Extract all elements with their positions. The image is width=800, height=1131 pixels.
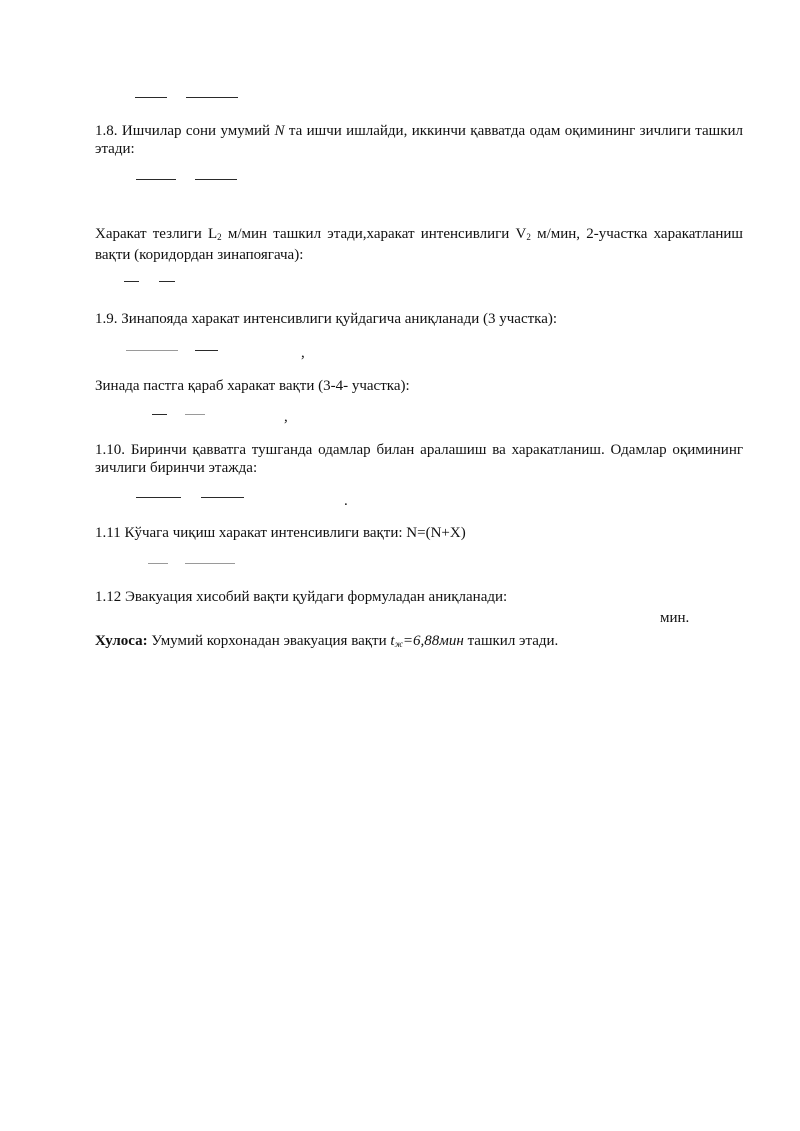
formula-fraction-bar — [195, 179, 237, 180]
paragraph-1-9 — [95, 310, 743, 328]
paragraph-1-10 — [95, 441, 743, 477]
formula-fraction-bar — [136, 179, 176, 180]
variable-n: N — [274, 123, 285, 139]
formula-punctuation: , — [284, 409, 288, 425]
formula-fraction-bar — [159, 281, 175, 282]
formula-fraction-bar — [124, 281, 139, 282]
formula-fraction-bar — [195, 350, 218, 351]
subscript: 2 — [217, 232, 222, 242]
paragraph-1-8 — [95, 122, 743, 158]
formula-fraction-bar — [126, 350, 178, 351]
formula-fraction-bar — [185, 563, 235, 564]
formula-punctuation: . — [344, 493, 348, 509]
text: 1.9. Зинапояда харакат интенсивлиги қуйдагича аниқланади (3 участка): — [95, 311, 558, 327]
text: Умумий корхонадан эвакуация вақти — [147, 633, 391, 649]
formula-fraction-bar — [148, 563, 168, 564]
text: 1.12 Эвакуация хисобий вақти қуйдаги формуладан аниқланади: — [95, 589, 508, 605]
unit-minutes: мин. — [660, 610, 690, 626]
paragraph-1-12 — [95, 588, 743, 606]
text: 1.10. Биринчи қавватга тушганда одамлар билан аралашиш ва харакатланиш. Одамлар оқимининг зичлиги биринчи этажда: — [95, 442, 743, 476]
formula-punctuation: , — [301, 345, 305, 361]
conclusion-label: Хулоса: — [95, 633, 148, 649]
formula-fraction-bar — [186, 97, 238, 98]
text: 1.11 Кўчага чиқиш харакат интенсивлиги вақти: N=(N+X) — [95, 525, 466, 541]
text: 1.8. Ишчилар сони умумий — [95, 123, 275, 139]
formula-fraction-bar — [201, 497, 244, 498]
text: та ишчи ишлайди, иккинчи қавватда одам оқимининг зичлиги ташкил этади: — [95, 123, 743, 157]
paragraph-1-11 — [95, 524, 743, 542]
text: Харакат тезлиги L — [95, 226, 218, 242]
text: м/мин, 2-участка харакатланиш вақти (коридордан зинапоягача): — [95, 226, 743, 263]
text: м/мин ташкил этади,харакат интенсивлиги V — [221, 226, 527, 242]
variable-t: t — [390, 633, 395, 649]
text: Зинада пастга қараб харакат вақти (3-4- участка): — [95, 378, 410, 394]
paragraph-stairs-down — [95, 377, 743, 395]
formula-fraction-bar — [185, 414, 205, 415]
formula-fraction-bar — [136, 497, 181, 498]
formula-fraction-bar — [135, 97, 167, 98]
subscript: ж — [394, 639, 403, 649]
formula-fraction-bar — [152, 414, 167, 415]
paragraph-speed — [95, 225, 743, 264]
subscript: 2 — [526, 232, 531, 242]
conclusion — [95, 632, 743, 653]
evacuation-time-value: =6,88мин — [402, 633, 464, 649]
text: ташкил этади. — [463, 633, 559, 649]
